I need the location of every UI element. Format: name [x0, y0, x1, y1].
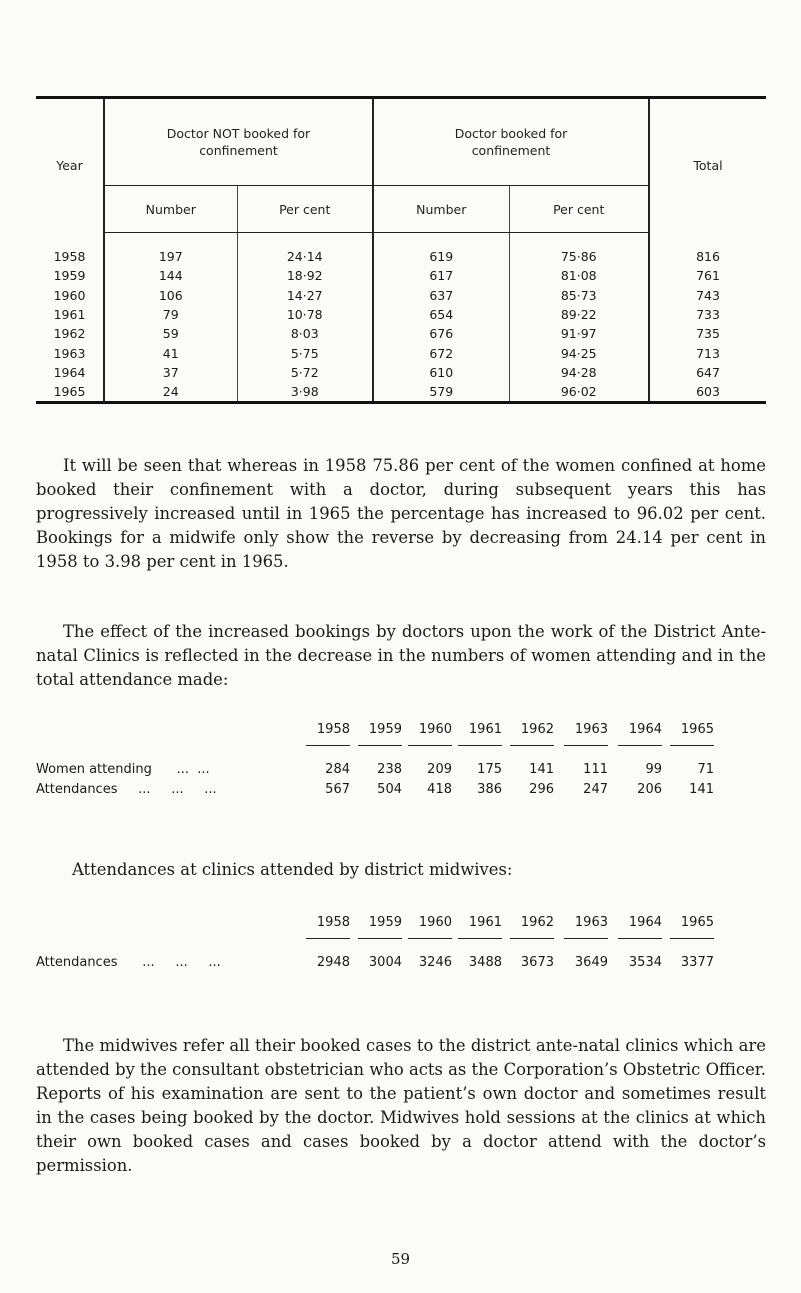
stats-row — [36, 955, 766, 975]
cell-b-number: 654 — [373, 305, 509, 324]
stats-year: 1960 — [408, 722, 452, 746]
header-not-booked: Doctor NOT booked for confinement — [104, 98, 373, 186]
midwife-attendance-stats — [36, 915, 766, 975]
midwives-heading: Attendances at clinics attended by district midwives: — [72, 860, 513, 879]
header-year: Year — [36, 98, 104, 233]
cell-b-number: 676 — [373, 324, 509, 343]
cell-nb-number: 37 — [104, 363, 237, 382]
cell-year: 1962 — [53, 326, 86, 342]
stats-value: 99 — [645, 762, 662, 777]
cell-total: 713 — [649, 343, 766, 362]
table-row — [36, 305, 766, 324]
stats-value: 567 — [325, 782, 350, 797]
cell-b-pct: 94·25 — [509, 343, 649, 362]
stats-row — [36, 762, 766, 782]
stats-year-header — [36, 915, 766, 955]
stats-row-label: Attendances ... ... ... — [36, 782, 217, 797]
stats-value: 141 — [689, 782, 714, 797]
stats-value: 504 — [377, 782, 402, 797]
cell-nb-pct: 18·92 — [237, 266, 373, 285]
header-b-number: Number — [373, 186, 509, 233]
stats-value: 3246 — [418, 955, 452, 970]
table-row — [36, 266, 766, 285]
stats-row — [36, 782, 766, 802]
table-row — [36, 363, 766, 382]
stats-value: 3649 — [574, 955, 608, 970]
paragraph-midwives-refer: The midwives refer all their booked cases to the district ante-natal clinics which are attended by the consultant obstetrician who acts as the Corporation’s Obstetric Officer. Reports of his examination are sent to the patient’s own doctor and sometimes result in the cases being booked by the doctor. Midwives hold sessions at the clinics at which their own booked cases and cases booked by a doctor attend with the doctor’s permission. — [36, 1036, 767, 1175]
stats-year: 1964 — [618, 722, 662, 746]
cell-total: 647 — [649, 363, 766, 382]
cell-year: 1959 — [53, 268, 86, 284]
cell-b-number: 619 — [373, 233, 509, 267]
cell-nb-number: 106 — [104, 286, 237, 305]
table-row — [36, 233, 766, 267]
cell-nb-pct: 14·27 — [237, 286, 373, 305]
cell-b-pct: 94·28 — [509, 363, 649, 382]
table-row — [36, 286, 766, 305]
header-total: Total — [649, 98, 766, 233]
table-row — [36, 324, 766, 343]
cell-nb-number: 79 — [104, 305, 237, 324]
confinement-bookings-table — [36, 96, 766, 404]
cell-b-number: 610 — [373, 363, 509, 382]
stats-year: 1963 — [564, 915, 608, 939]
clinic-attendance-stats — [36, 722, 766, 802]
cell-year: 1965 — [36, 382, 104, 403]
stats-value: 141 — [529, 762, 554, 777]
stats-value: 206 — [637, 782, 662, 797]
stats-year: 1965 — [670, 722, 714, 746]
cell-nb-number: 24 — [104, 382, 237, 403]
cell-total: 743 — [649, 286, 766, 305]
cell-b-pct: 96·02 — [509, 382, 649, 403]
stats-year: 1959 — [358, 722, 402, 746]
stats-year: 1962 — [510, 915, 554, 939]
cell-nb-pct: 24·14 — [237, 233, 373, 267]
cell-year: 1964 — [53, 364, 86, 380]
cell-nb-pct: 5·72 — [237, 363, 373, 382]
stats-year: 1959 — [358, 915, 402, 939]
stats-year: 1958 — [306, 722, 350, 746]
stats-value: 3488 — [468, 955, 502, 970]
stats-value: 3534 — [628, 955, 662, 970]
stats-year: 1961 — [458, 722, 502, 746]
stats-value: 238 — [377, 762, 402, 777]
page-number: 59 — [390, 1250, 411, 1268]
stats-row-label: Attendances ... ... ... — [36, 955, 221, 970]
stats-year-header — [36, 722, 766, 762]
header-nb-number: Number — [104, 186, 237, 233]
cell-year: 1960 — [53, 287, 86, 303]
stats-value: 284 — [325, 762, 350, 777]
cell-year: 1963 — [53, 345, 86, 361]
paragraph-clinic-effect: The effect of the increased bookings by doctors upon the work of the District Ante-natal Clinics is reflected in the decrease in the numbers of women attending and in the total attendance made: — [36, 622, 766, 689]
cell-b-pct: 85·73 — [509, 286, 649, 305]
cell-b-pct: 91·97 — [509, 324, 649, 343]
stats-value: 386 — [477, 782, 502, 797]
table-row — [36, 382, 766, 403]
stats-value: 111 — [583, 762, 608, 777]
stats-value: 3377 — [680, 955, 714, 970]
cell-total: 816 — [649, 233, 766, 267]
stats-value: 71 — [697, 762, 714, 777]
cell-b-number: 579 — [373, 382, 509, 403]
cell-total: 603 — [649, 382, 766, 403]
cell-year: 1961 — [53, 307, 86, 323]
cell-b-pct: 89·22 — [509, 305, 649, 324]
cell-b-number: 617 — [373, 266, 509, 285]
stats-value: 2948 — [316, 955, 350, 970]
stats-value: 209 — [427, 762, 452, 777]
stats-year: 1963 — [564, 722, 608, 746]
stats-year: 1964 — [618, 915, 662, 939]
cell-nb-number: 144 — [104, 266, 237, 285]
stats-year: 1962 — [510, 722, 554, 746]
table-row — [36, 343, 766, 362]
stats-value: 296 — [529, 782, 554, 797]
cell-b-pct: 75·86 — [509, 233, 649, 267]
cell-nb-number: 41 — [104, 343, 237, 362]
stats-value: 418 — [427, 782, 452, 797]
cell-nb-pct: 5·75 — [237, 343, 373, 362]
stats-value: 175 — [477, 762, 502, 777]
stats-year: 1965 — [670, 915, 714, 939]
cell-nb-number: 59 — [104, 324, 237, 343]
stats-row-label: Women attending ... ... — [36, 762, 210, 777]
stats-value: 3004 — [368, 955, 402, 970]
header-b-percent: Per cent — [509, 186, 649, 233]
cell-nb-pct: 3·98 — [237, 382, 373, 403]
cell-nb-pct: 8·03 — [237, 324, 373, 343]
cell-total: 735 — [649, 324, 766, 343]
cell-total: 733 — [649, 305, 766, 324]
cell-b-pct: 81·08 — [509, 266, 649, 285]
cell-nb-number: 197 — [104, 233, 237, 267]
stats-year: 1961 — [458, 915, 502, 939]
stats-year: 1960 — [408, 915, 452, 939]
paragraph-booking-trend: It will be seen that whereas in 1958 75.86 per cent of the women confined at home booked their confinement with a doctor, during subsequent years this has progressively increased until in 1965 the percentage has increased to 96.02 per cent. Bookings for a midwife only show the reverse by decreasing from 24.14 per cent in 1958 to 3.98 per cent in 1965. — [36, 456, 766, 571]
cell-b-number: 637 — [373, 286, 509, 305]
header-nb-percent: Per cent — [237, 186, 373, 233]
cell-total: 761 — [649, 266, 766, 285]
cell-b-number: 672 — [373, 343, 509, 362]
header-booked: Doctor booked for confinement — [373, 98, 649, 186]
cell-year: 1958 — [53, 248, 86, 264]
stats-value: 3673 — [520, 955, 554, 970]
stats-year: 1958 — [306, 915, 350, 939]
stats-value: 247 — [583, 782, 608, 797]
cell-nb-pct: 10·78 — [237, 305, 373, 324]
